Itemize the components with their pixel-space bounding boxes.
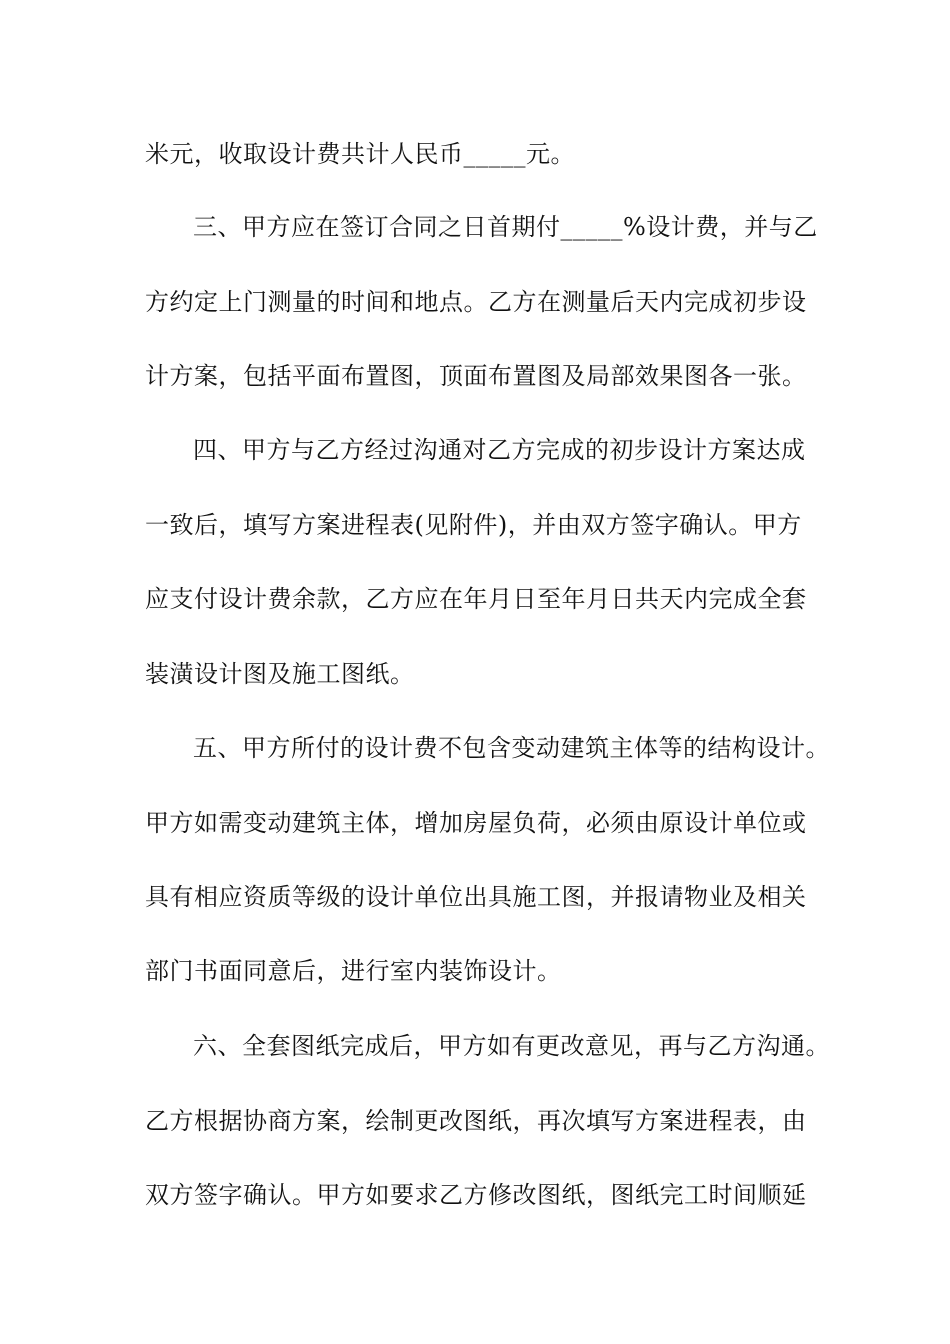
text-line: 三、甲方应在签订合同之日首期付_____%设计费，并与乙	[193, 213, 818, 241]
text-line: 四、甲方与乙方经过沟通对乙方完成的初步设计方案达成	[193, 436, 806, 464]
text-line: 部门书面同意后，进行室内装饰设计。	[145, 957, 562, 985]
text-line: 甲方如需变动建筑主体，增加房屋负荷，必须由原设计单位或	[145, 809, 807, 837]
text-line: 方约定上门测量的时间和地点。乙方在测量后天内完成初步设	[145, 288, 807, 316]
text-line: 装潢设计图及施工图纸。	[145, 660, 415, 688]
text-line: 六、全套图纸完成后，甲方如有更改意见，再与乙方沟通。	[193, 1032, 830, 1060]
text-line: 具有相应资质等级的设计单位出具施工图，并报请物业及相关	[145, 883, 807, 911]
text-line: 五、甲方所付的设计费不包含变动建筑主体等的结构设计。	[193, 734, 830, 762]
text-line: 计方案，包括平面布置图，顶面布置图及局部效果图各一张。	[145, 362, 807, 390]
text-line: 乙方根据协商方案，绘制更改图纸，再次填写方案进程表，由	[145, 1107, 807, 1135]
text-line: 双方签字确认。甲方如要求乙方修改图纸，图纸完工时间顺延	[145, 1181, 807, 1209]
text-line: 米元，收取设计费共计人民币_____元。	[145, 140, 575, 168]
text-line: 一致后，填写方案进程表(见附件)，并由双方签字确认。甲方	[145, 511, 802, 539]
text-line: 应支付设计费余款，乙方应在年月日至年月日共天内完成全套	[145, 585, 807, 613]
